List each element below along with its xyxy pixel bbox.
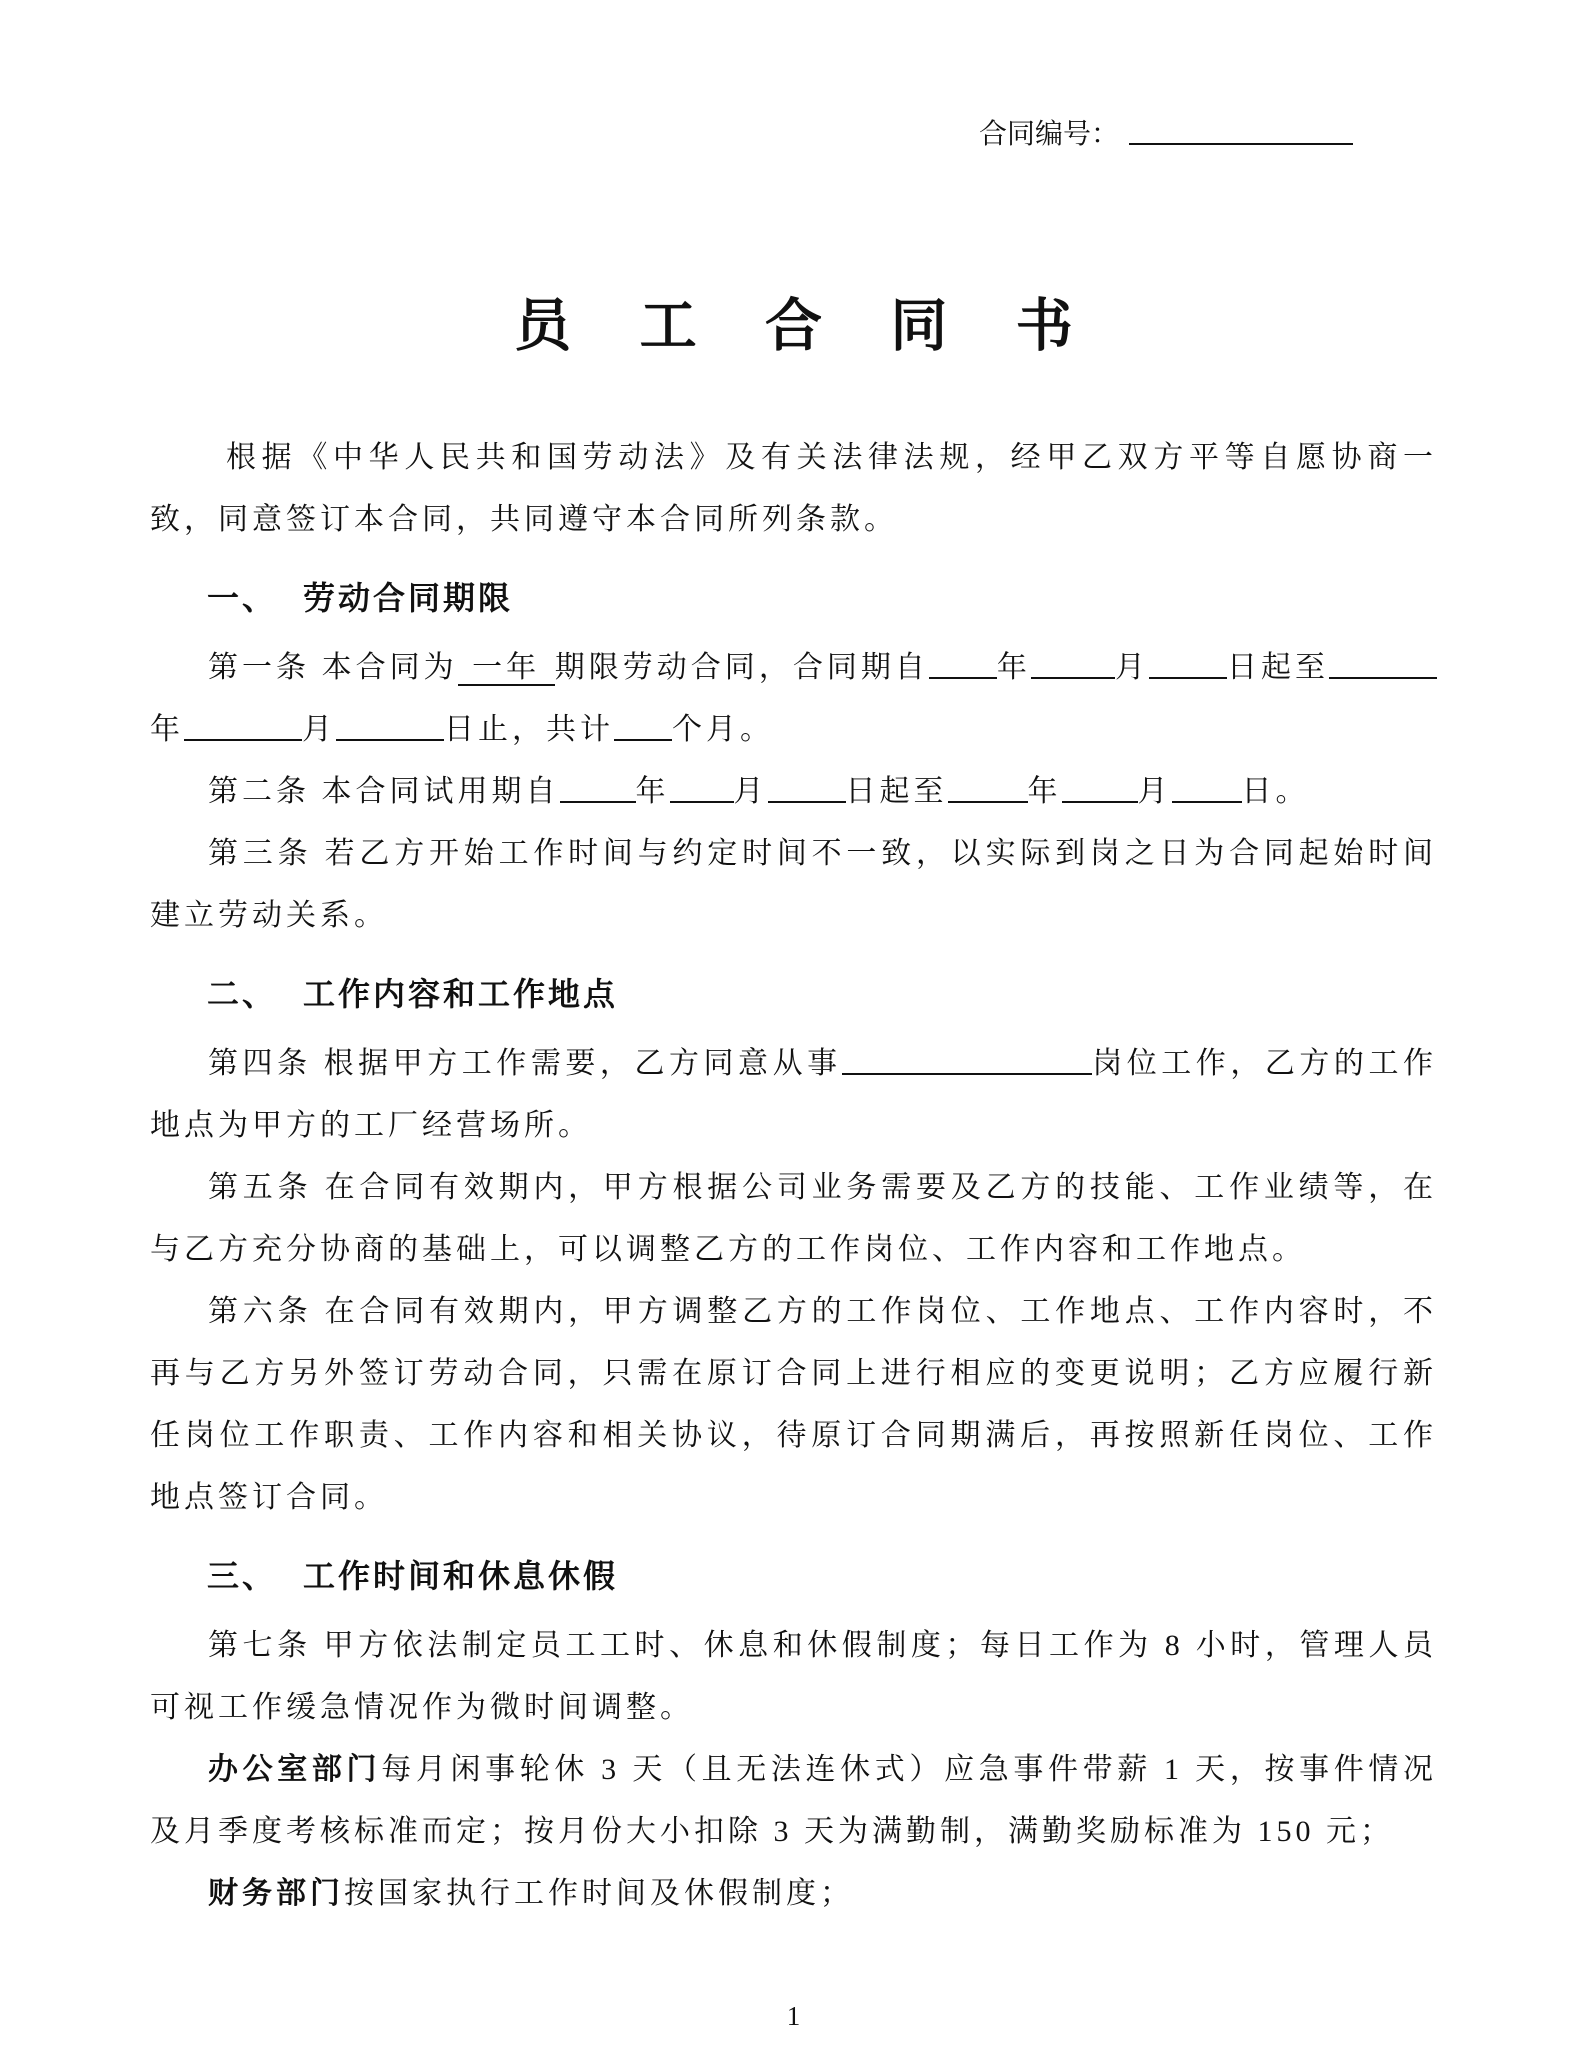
section-title: 工作内容和工作地点 xyxy=(303,976,619,1013)
document-title: 员工合同书 xyxy=(514,295,1142,358)
fill-in-blank xyxy=(1062,771,1138,803)
text-run: 日。 xyxy=(1241,775,1310,809)
text-run: 月 xyxy=(733,775,768,809)
bold-text-run: 办公室部门 xyxy=(208,1753,382,1787)
text-run: 第六条 在合同有效期内，甲方调整乙方的工作岗位、工作地点、工作内容时，不再与乙方另外签订劳动合同，只需在原订合同上进行相应的变更说明；乙方应履行新任岗位工作职责、工作内容和相关协议，待原订合同期满后，再按照新任岗位、工作地点签订合同。 xyxy=(150,1295,1437,1515)
fill-in-blank xyxy=(1149,647,1227,679)
fill-in-blank xyxy=(1329,647,1437,679)
finance-dept-paragraph xyxy=(150,1863,1437,1925)
text-run: 月 xyxy=(1137,775,1172,809)
section-3-heading xyxy=(150,1545,1437,1607)
fill-in-blank xyxy=(560,771,636,803)
clause-4 xyxy=(150,1033,1437,1157)
text-run: 日止，共计 xyxy=(444,713,614,747)
text-run: 第四条 根据甲方工作需要，乙方同意从事 xyxy=(208,1047,842,1081)
fill-in-blank xyxy=(184,709,302,741)
fill-in-blank xyxy=(670,771,734,803)
bold-text-run: 财务部门 xyxy=(208,1877,344,1911)
clause-1 xyxy=(150,637,1437,761)
contract-number-blank xyxy=(1129,115,1353,145)
fill-in-blank xyxy=(614,709,672,741)
section-number: 三、 xyxy=(207,1558,278,1595)
text-run: 年 xyxy=(1027,775,1062,809)
page-number: 1 xyxy=(786,2001,801,2031)
document-body xyxy=(150,115,1437,1925)
fill-in-blank xyxy=(768,771,846,803)
text-run: 岗位工作，乙方的工作地点为甲方的工厂经营场所。 xyxy=(150,1047,1438,1143)
fill-in-blank xyxy=(948,771,1028,803)
section-number: 一、 xyxy=(207,580,278,617)
text-run: 按国家执行工作时间及休假制度； xyxy=(344,1877,854,1911)
text-run: 第七条 甲方依法制定员工工时、休息和休假制度；每日工作为 8 小时，管理人员可视工作缓急情况作为微时间调整。 xyxy=(150,1629,1437,1725)
contract-number-label: 合同编号： xyxy=(978,119,1119,150)
text-run: 每月闲事轮休 3 天（且无法连休式）应急事件带薪 1 天，按事件情况及月季度考核标准而定；按月份大小扣除 3 天为满勤制，满勤奖励标准为 150 元； xyxy=(150,1753,1438,1849)
section-2-heading xyxy=(150,963,1437,1025)
text-run: 日起至 xyxy=(1227,651,1330,685)
clause-7 xyxy=(150,1615,1437,1739)
text-run: 第一条 本合同为 xyxy=(208,651,458,685)
text-run: 年 xyxy=(996,651,1031,685)
text-run: 月 xyxy=(302,713,336,747)
fill-in-blank xyxy=(842,1043,1092,1075)
text-run: 月 xyxy=(1114,651,1149,685)
fill-in-blank xyxy=(929,647,997,679)
section-title: 工作时间和休息休假 xyxy=(303,1558,619,1595)
clause-3 xyxy=(150,823,1437,947)
text-run: 年 xyxy=(635,775,670,809)
section-number: 二、 xyxy=(207,976,278,1013)
fill-in-blank xyxy=(336,709,444,741)
fill-in-blank xyxy=(1031,647,1115,679)
fill-in-blank xyxy=(1172,771,1242,803)
text-run: 第五条 在合同有效期内，甲方根据公司业务需要及乙方的技能、工作业绩等，在与乙方充分协商的基础上，可以调整乙方的工作岗位、工作内容和工作地点。 xyxy=(150,1171,1437,1267)
underlined-text-run: 一年 xyxy=(458,651,555,686)
clause-2 xyxy=(150,761,1437,823)
text-run: 个月。 xyxy=(672,713,774,747)
text-run: 年 xyxy=(150,713,184,747)
text-run: 期限劳动合同，合同期自 xyxy=(554,651,929,685)
text-run: 根据《中华人民共和国劳动法》及有关法律法规，经甲乙双方平等自愿协商一致，同意签订本合同，共同遵守本合同所列条款。 xyxy=(150,441,1437,537)
text-run: 第三条 若乙方开始工作时间与约定时间不一致，以实际到岗之日为合同起始时间建立劳动关系。 xyxy=(150,837,1437,933)
text-run: 日起至 xyxy=(845,775,948,809)
section-title: 劳动合同期限 xyxy=(303,580,514,617)
office-dept-paragraph xyxy=(150,1739,1437,1863)
clause-5 xyxy=(150,1157,1437,1281)
intro-paragraph xyxy=(150,427,1437,551)
text-run: 第二条 本合同试用期自 xyxy=(208,775,560,809)
clause-6 xyxy=(150,1281,1437,1529)
contract-number-line xyxy=(150,115,1437,155)
section-1-heading xyxy=(150,567,1437,629)
